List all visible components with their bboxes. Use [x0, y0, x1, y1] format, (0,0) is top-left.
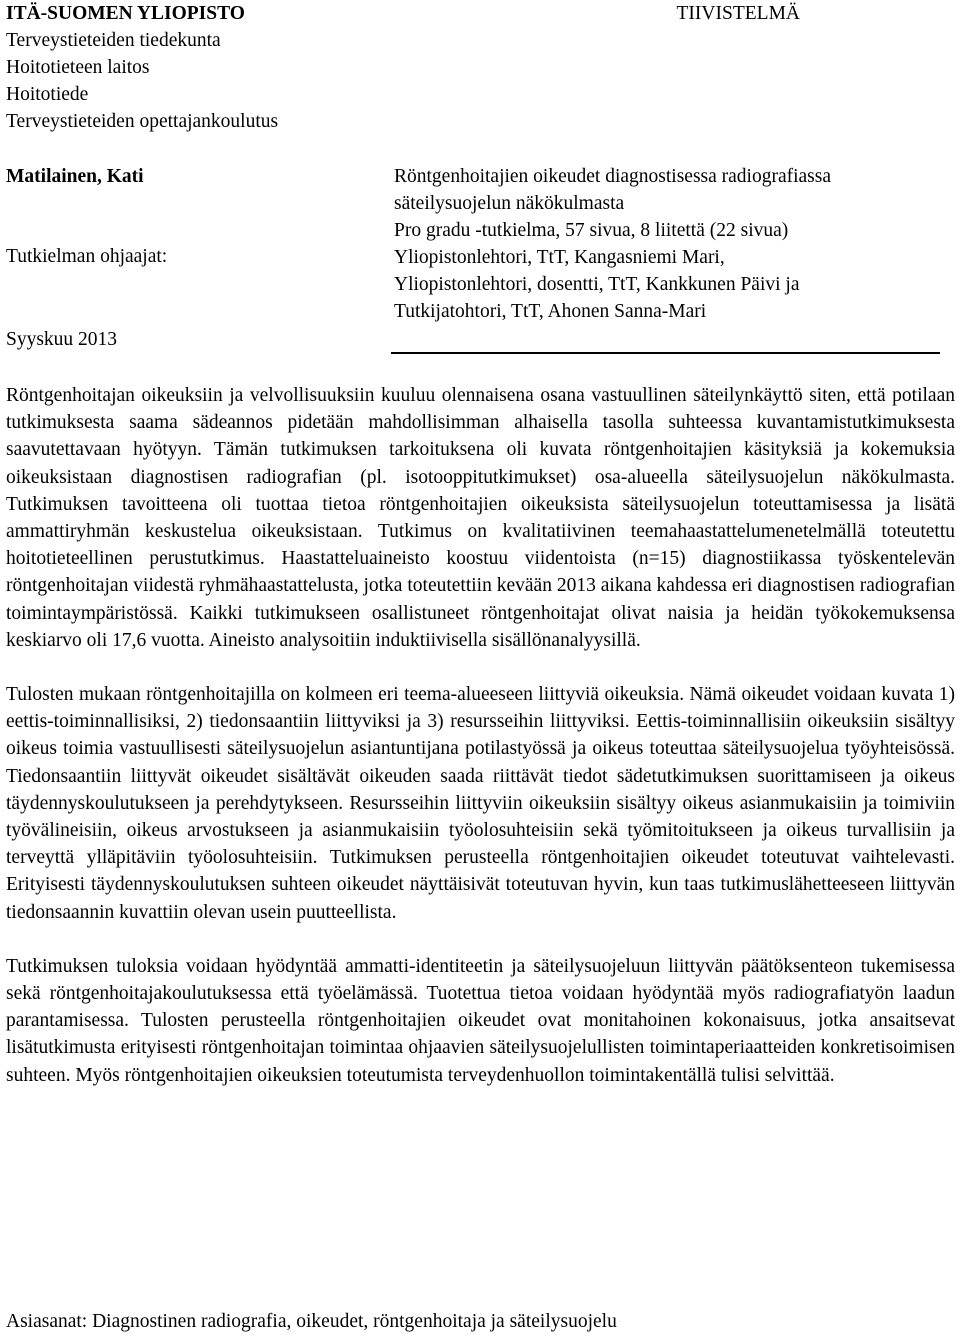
- abstract-body: [6, 382, 955, 1089]
- subject-name: Hoitotiede: [6, 84, 89, 105]
- section-divider: [391, 352, 940, 354]
- supervisor-2: Yliopistonlehtori, dosentti, TtT, Kankkunen Päivi ja: [394, 274, 800, 295]
- thesis-title-line2: säteilysuojelun näkökulmasta: [394, 193, 625, 214]
- program-name: Terveystieteiden opettajankoulutus: [6, 111, 279, 132]
- abstract-paragraph-2: Tulosten mukaan röntgenhoitajilla on kolmeen eri teema-alueeseen liittyviä oikeuksia. Nämä oikeudet voidaan kuvata 1) eettis-toiminnallisiksi, 2) tiedonsaantiin liittyviksi ja 3) resursseihin liittyviksi. Eettis-toiminnallisiin oikeuksiin sisältyy oikeus toimia vastuullisesti säteilysuojelun asiantuntijana potilastyössä ja oikeus toteuttaa säteilysuojelua työyhteisössä. Tiedonsaantiin liittyvät oikeudet sisältävät oikeuden saada riittävät tiedot sädetutkimuksen suorittamiseen ja oikeus täydennyskoulutukseen ja perehdytykseen. Resursseihin liittyviin oikeuksiin sisältyy oikeus asianmukaisiin ja toimiviin työvälineisiin, oikeus arvostukseen ja asianmukaisiin työolosuhteisiin sekä työmitoitukseen ja oikeus turvallisiin ja terveyttä ylläpitäviin työolosuhteisiin. Tutkimuksen perusteella röntgenhoitajien oikeudet toteutuvat vaihtelevasti. Erityisesti täydennyskoulutuksen suhteen oikeudet näyttäisivät toteutuvan hyvin, kun taas tutkimuslähetteeseen liittyvän tiedonsaannin kuvattiin olevan usein puutteellista.: [6, 684, 955, 923]
- meta-right: [394, 163, 831, 325]
- header-left: [6, 0, 278, 135]
- university-name: ITÄ-SUOMEN YLIOPISTO: [6, 3, 245, 24]
- thesis-title-line1: Röntgenhoitajien oikeudet diagnostisessa radiografiassa: [394, 166, 832, 187]
- supervisor-3: Tutkijatohtori, TtT, Ahonen Sanna-Mari: [394, 301, 707, 322]
- document-type: TIIVISTELMÄ: [676, 3, 800, 24]
- keywords: Asiasanat: Diagnostinen radiografia, oikeudet, röntgenhoitaja ja säteilysuojelu: [6, 1311, 617, 1332]
- supervisors-label: Tutkielman ohjaajat:: [6, 246, 168, 267]
- publication-date: Syyskuu 2013: [6, 329, 118, 350]
- author-name: Matilainen, Kati: [6, 166, 144, 187]
- abstract-paragraph-3: Tutkimuksen tuloksia voidaan hyödyntää ammatti-identiteetin ja säteilysuojeluun liittyvän päätöksenteon tukemisessa sekä röntgenhoitajakoulutuksessa että työelämässä. Tuotettua tietoa voidaan hyödyntää myös radiografiatyön laadun parantamisessa. Tulosten perusteella röntgenhoitajien oikeudet ovat monitahoinen kokonaisuus, jotka ansaitsevat lisätutkimusta erityisesti röntgenhoitajan toimintaa ohjaavien säteilysuojelullisten toimintaperiaatteiden konkretisoimisen suhteen. Myös röntgenhoitajien oikeuksien toteutumista terveydenhuollon toimintakentällä tulisi selvittää.: [6, 955, 955, 1086]
- department-name: Hoitotieteen laitos: [6, 57, 150, 78]
- abstract-paragraph-1: Röntgenhoitajan oikeuksiin ja velvollisuuksiin kuuluu olennaisena osana vastuullinen säteilynkäyttö siten, että potilaan tutkimuksesta saama sädeannos pidetään mahdollisimman alhaisella tasolla suhteessa kuvantamistutkimuksesta saavutettavaan hyötyyn. Tämän tutkimuksen tarkoituksena oli kuvata röntgenhoitajien käsityksiä ja kokemuksia oikeuksistaan diagnostisen radiografian (pl. isotooppitutkimukset) osa-alueella säteilysuojelun näkökulmasta. Tutkimuksen tavoitteena oli tuottaa tietoa röntgenhoitajien oikeuksista säteilysuojelun toteuttamisessa ja lisätä ammattiryhmän keskustelua oikeuksistaan. Tutkimus on kvalitatiivinen teemahaastattelumenetelmällä toteutettu hoitotieteellinen perustutkimus. Haastatteluaineisto koostuu viidentoista (n=15) diagnostiikassa työskentelevän röntgenhoitajan viidestä ryhmähaastattelusta, jotka toteutettiin kevään 2013 aikana kahdessa eri diagnostisen radiografian toimintaympäristössä. Kaikki tutkimukseen osallistuneet röntgenhoitajat olivat naisia ja heidän työkokemuksensa keskiarvo oli 17,6 vuotta. Aineisto analysoitiin induktiivisella sisällönanalyysillä.: [6, 385, 955, 651]
- faculty-name: Terveystieteiden tiedekunta: [6, 30, 221, 51]
- thesis-info: Pro gradu -tutkielma, 57 sivua, 8 liitettä (22 sivua): [394, 220, 789, 241]
- supervisor-1: Yliopistonlehtori, TtT, Kangasniemi Mari,: [394, 247, 725, 268]
